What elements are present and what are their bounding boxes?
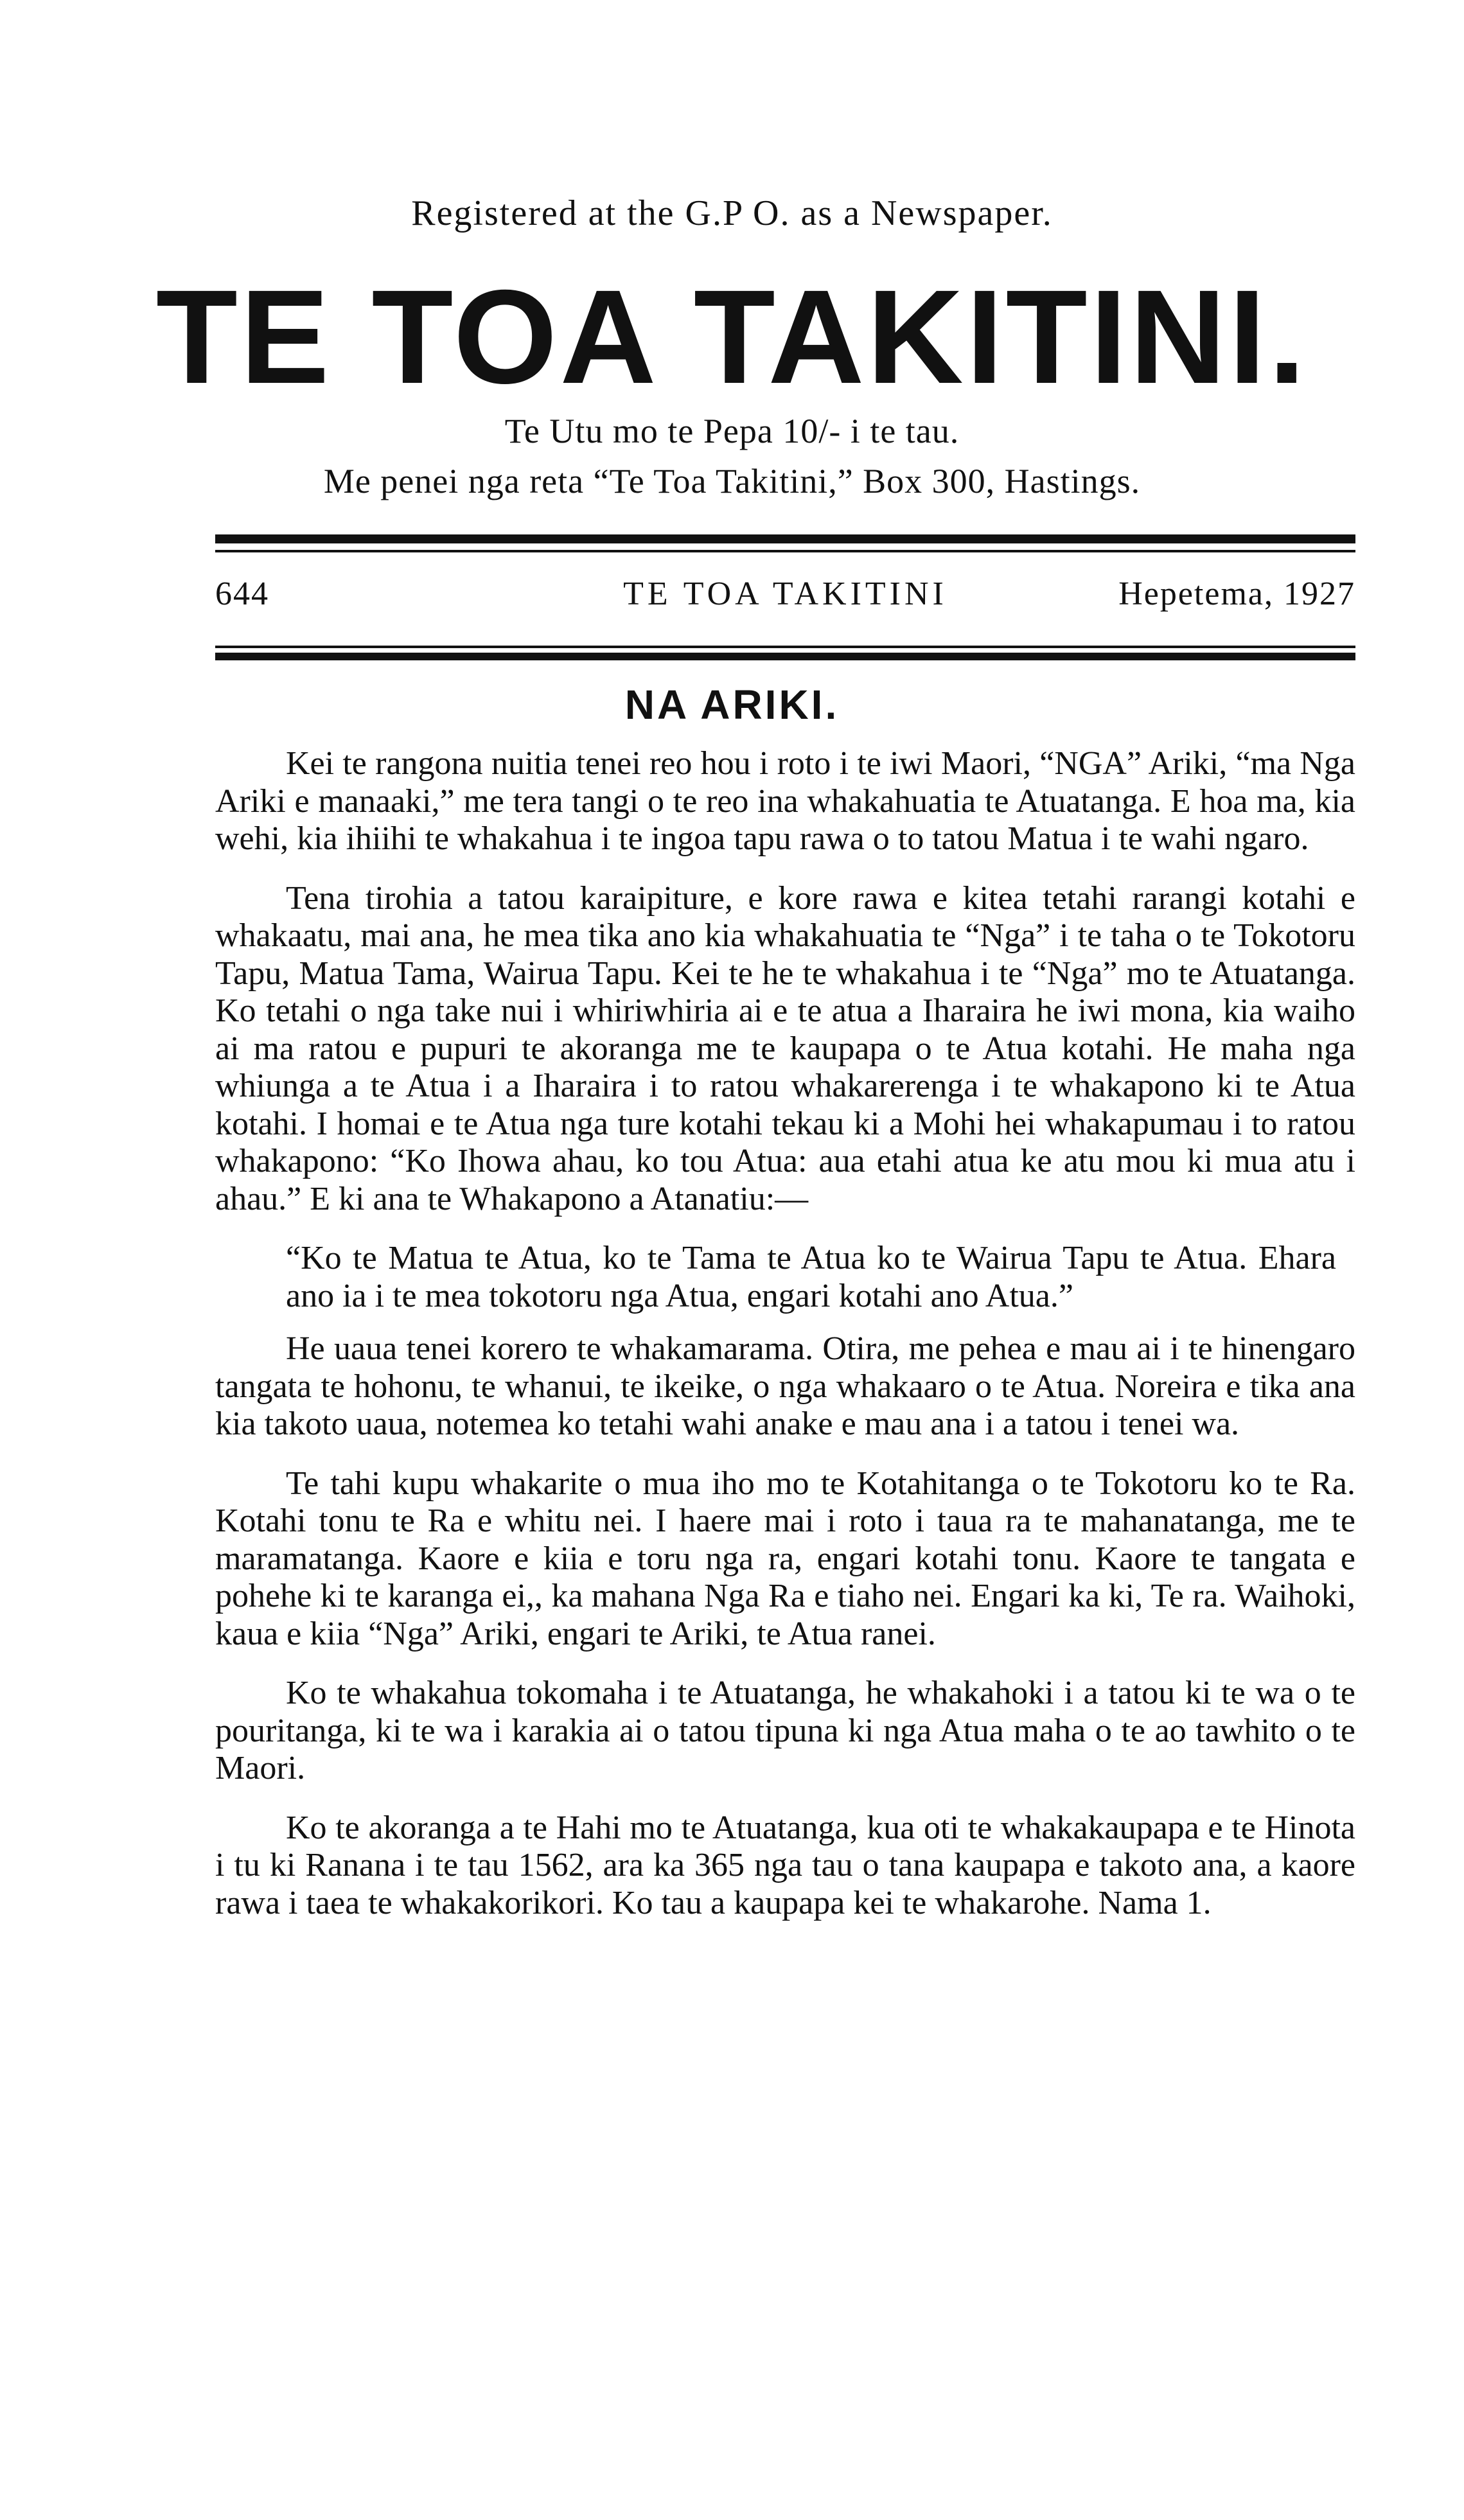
article-paragraph: Te tahi kupu whakarite o mua iho mo te Kotahitanga o te Tokotoru ko te Ra. Kotahi tonu te Ra e whitu nei. I haere mai i roto i taua ra te mahanatanga, me te maramatanga. Kaore e kiia e toru nga ra, engari kotahi tonu. Kaore te tangata e pohehe ki te karanga ei,, ka mahana Nga Ra e tiaho nei. Engari ka ki, Te ra. Waihoki, kaua e kiia “Nga” Ariki, engari te Ariki, te Atua ranei. <box>215 1465 1355 1652</box>
article-title: NA ARIKI. <box>624 682 840 728</box>
subscription-price: Te Utu mo te Pepa 10/- i te tau. <box>504 412 960 450</box>
running-head-rule-thick <box>215 653 1355 660</box>
article-paragraph: He uaua tenei korero te whakamarama. Otira, me pehea e mau ai i te hinengaro tangata te hohonu, te whanui, te ikeike, o nga whakaaro o te Atua. Noreira e tika ana kia takoto uaua, notemea ko tetahi wahi anake e mau ana i a tatou i tenei wa. <box>215 1330 1355 1442</box>
article-body <box>215 745 1355 1944</box>
issue-date: Hepetema, 1927 <box>1118 576 1355 612</box>
article-paragraph: Tena tirohia a tatou karaipiture, e kore rawa e kitea tetahi rarangi kotahi e whakaatu, mai ana, he mea tika ano kia whakahuatia te “Nga” i te taha o te Tokotoru Tapu, Matua Tama, Wairua Tapu. Kei te he te whakahua i te “Nga” mo te Atuatanga. Ko tetahi o nga take nui i whiriwhiria ai e te atua a Iharaira he iwi mona, kia waiho ai ma ratou e pupuri te akoranga me te kaupapa o te Atua kotahi. He maha nga whiunga a te Atua i a Iharaira i to ratou whakarerenga i te whakapono ki te Atua kotahi. I homai e te Atua nga ture kotahi tekau ki a Mohi hei whakapumau i to ratou whakapono: “Ko Ihowa ahau, ko tou Atua: aua etahi atua ke atu mou ki mua atu i ahau.” E ki ana te Whakapono a Atanatiu:— <box>215 879 1355 1217</box>
article-paragraph: Ko te whakahua tokomaha i te Atuatanga, he whakahoki i a tatou ki te wa o te pouritanga, ki te wa i karakia ai o tatou tipuna ki nga Atua maha o te ao tawhito o te Maori. <box>215 1675 1355 1786</box>
article-paragraph: Ko te akoranga a te Hahi mo te Atuatanga, kua oti te whakakaupapa e te Hinota i tu ki Ranana i te tau 1562, ara ka 365 nga tau o tana kaupapa e takoto ana, a kaore rawa i taea te whakakorikori. Ko tau a kaupapa kei te whakarohe. Nama 1. <box>215 1809 1355 1921</box>
page-number: 644 <box>215 576 269 612</box>
creed-quotation: “Ko te Matua te Atua, ko te Tama te Atua ko te Wairua Tapu te Atua. Ehara ano ia i te mea tokotoru nga Atua, engari kotahi ano Atua.” <box>286 1240 1336 1314</box>
article-paragraph: Kei te rangona nuitia tenei reo hou i roto i te iwi Maori, “NGA” Ariki, “ma Nga Ariki e manaaki,” me tera tangi o te reo ina whakahuatia te Atuatanga. E hoa ma, kia wehi, kia ihiihi te whakahua i te ingoa tapu rawa o to tatou Matua i te wahi ngaro. <box>215 745 1355 857</box>
newspaper-masthead: TE TOA TAKITINI. <box>155 263 1309 412</box>
running-head <box>215 575 1355 620</box>
header-rule-thick <box>215 534 1355 543</box>
running-head-rule-thin <box>215 646 1355 648</box>
postal-address: Me penei nga reta “Te Toa Takitini,” Box 300, Hastings. <box>323 462 1141 500</box>
registration-notice: Registered at the G.P O. as a Newspaper. <box>411 193 1053 233</box>
running-title: TE TOA TAKITINI <box>623 576 948 612</box>
header-rule-thin <box>215 550 1355 552</box>
